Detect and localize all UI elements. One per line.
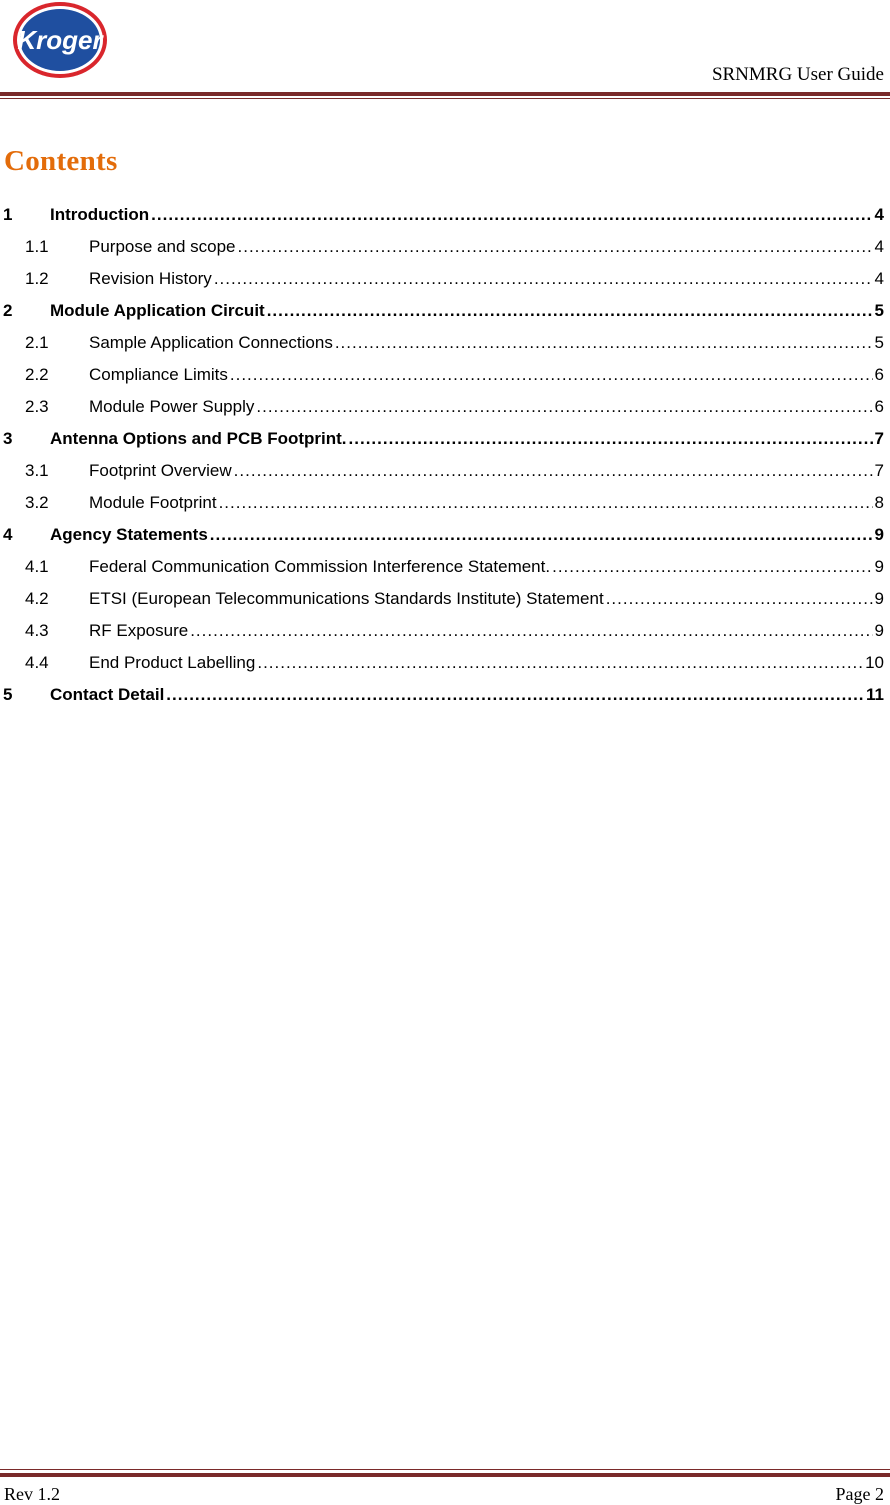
kroger-logo-icon: [11, 0, 109, 80]
toc-entry-number: 4: [3, 525, 13, 544]
toc-leader: [234, 455, 873, 487]
toc-leader: [214, 263, 873, 295]
toc-entry[interactable]: [0, 231, 884, 263]
toc-leader: [335, 327, 873, 359]
toc-entry-page: 4: [874, 269, 884, 288]
toc-entry-title: End Product Labelling: [89, 653, 256, 672]
toc-entry-page: 9: [874, 525, 884, 544]
toc-entry-page: 8: [874, 493, 884, 512]
toc-leader: [349, 423, 873, 455]
toc-entry-number: 5: [3, 685, 13, 704]
toc-leader: [166, 679, 864, 711]
toc-entry-title: Module Power Supply: [89, 397, 255, 416]
toc-entry-page: 9: [874, 589, 884, 608]
toc-entry[interactable]: [0, 199, 884, 231]
table-of-contents: [0, 199, 884, 711]
toc-entry-number: 2.3: [25, 397, 49, 416]
toc-entry[interactable]: [0, 583, 884, 615]
header-rule: [0, 92, 890, 96]
footer-page-number: Page 2: [835, 1484, 884, 1504]
toc-entry-page: 7: [874, 429, 884, 448]
toc-entry[interactable]: [0, 391, 884, 423]
toc-entry-title: Introduction: [50, 205, 150, 224]
toc-entry-title: Compliance Limits: [89, 365, 228, 384]
toc-entry-page: 9: [874, 557, 884, 576]
contents-heading: Contents: [4, 145, 118, 177]
toc-entry[interactable]: [0, 519, 884, 551]
toc-entry-title: Contact Detail: [50, 685, 165, 704]
toc-entry-number: 4.2: [25, 589, 49, 608]
toc-entry-number: 3: [3, 429, 13, 448]
toc-leader: [606, 583, 873, 615]
toc-entry-title: Footprint Overview: [89, 461, 232, 480]
toc-entry-page: 4: [874, 205, 884, 224]
toc-entry-title: Antenna Options and PCB Footprint.: [50, 429, 347, 448]
toc-entry-number: 4.1: [25, 557, 49, 576]
toc-entry[interactable]: [0, 423, 884, 455]
footer-rule: [0, 1473, 890, 1477]
header-rule-thin: [0, 98, 890, 99]
toc-entry-title: RF Exposure: [89, 621, 189, 640]
toc-entry-page: 5: [874, 333, 884, 352]
toc-leader: [257, 647, 863, 679]
toc-entry-title: Module Footprint: [89, 493, 217, 512]
toc-entry-page: 10: [865, 653, 884, 672]
toc-leader: [230, 359, 873, 391]
toc-leader: [256, 391, 872, 423]
toc-entry[interactable]: [0, 615, 884, 647]
kroger-logo: [11, 0, 109, 80]
toc-entry[interactable]: [0, 327, 884, 359]
toc-entry-title: Revision History: [89, 269, 212, 288]
toc-leader: [151, 199, 872, 231]
toc-entry[interactable]: [0, 295, 884, 327]
toc-entry-page: 6: [874, 397, 884, 416]
toc-entry-number: 3.1: [25, 461, 49, 480]
toc-entry-page: 5: [874, 301, 884, 320]
toc-leader: [552, 551, 872, 583]
toc-entry[interactable]: [0, 679, 884, 711]
toc-entry[interactable]: [0, 263, 884, 295]
footer-rule-thin: [0, 1469, 890, 1470]
toc-entry-title: Module Application Circuit: [50, 301, 265, 320]
toc-entry-title: ETSI (European Telecommunications Standards Institute) Statement: [89, 589, 604, 608]
toc-entry-number: 2: [3, 301, 13, 320]
toc-entry-number: 1: [3, 205, 13, 224]
toc-entry-page: 7: [874, 461, 884, 480]
toc-entry-number: 4.3: [25, 621, 49, 640]
toc-entry-number: 3.2: [25, 493, 49, 512]
toc-entry-page: 6: [874, 365, 884, 384]
toc-entry-title: Federal Communication Commission Interference Statement.: [89, 557, 551, 576]
document-title: SRNMRG User Guide: [711, 64, 884, 85]
toc-entry-number: 1.1: [25, 237, 49, 256]
toc-entry-number: 1.2: [25, 269, 49, 288]
toc-leader: [238, 231, 873, 263]
toc-entry-title: Purpose and scope: [89, 237, 236, 256]
toc-entry[interactable]: [0, 647, 884, 679]
toc-entry-page: 4: [874, 237, 884, 256]
toc-entry[interactable]: [0, 487, 884, 519]
toc-leader: [219, 487, 873, 519]
toc-entry-number: 2.2: [25, 365, 49, 384]
toc-entry[interactable]: [0, 359, 884, 391]
logo-text: Kroger: [17, 25, 103, 55]
toc-entry-number: 2.1: [25, 333, 49, 352]
footer-revision: Rev 1.2: [4, 1484, 60, 1504]
toc-entry-number: 4.4: [25, 653, 49, 672]
toc-entry-title: Sample Application Connections: [89, 333, 333, 352]
toc-leader: [190, 615, 872, 647]
toc-entry-page: 11: [866, 685, 884, 704]
toc-entry[interactable]: [0, 551, 884, 583]
toc-entry-page: 9: [874, 621, 884, 640]
toc-leader: [210, 519, 873, 551]
toc-leader: [267, 295, 873, 327]
toc-entry[interactable]: [0, 455, 884, 487]
toc-entry-title: Agency Statements: [50, 525, 208, 544]
